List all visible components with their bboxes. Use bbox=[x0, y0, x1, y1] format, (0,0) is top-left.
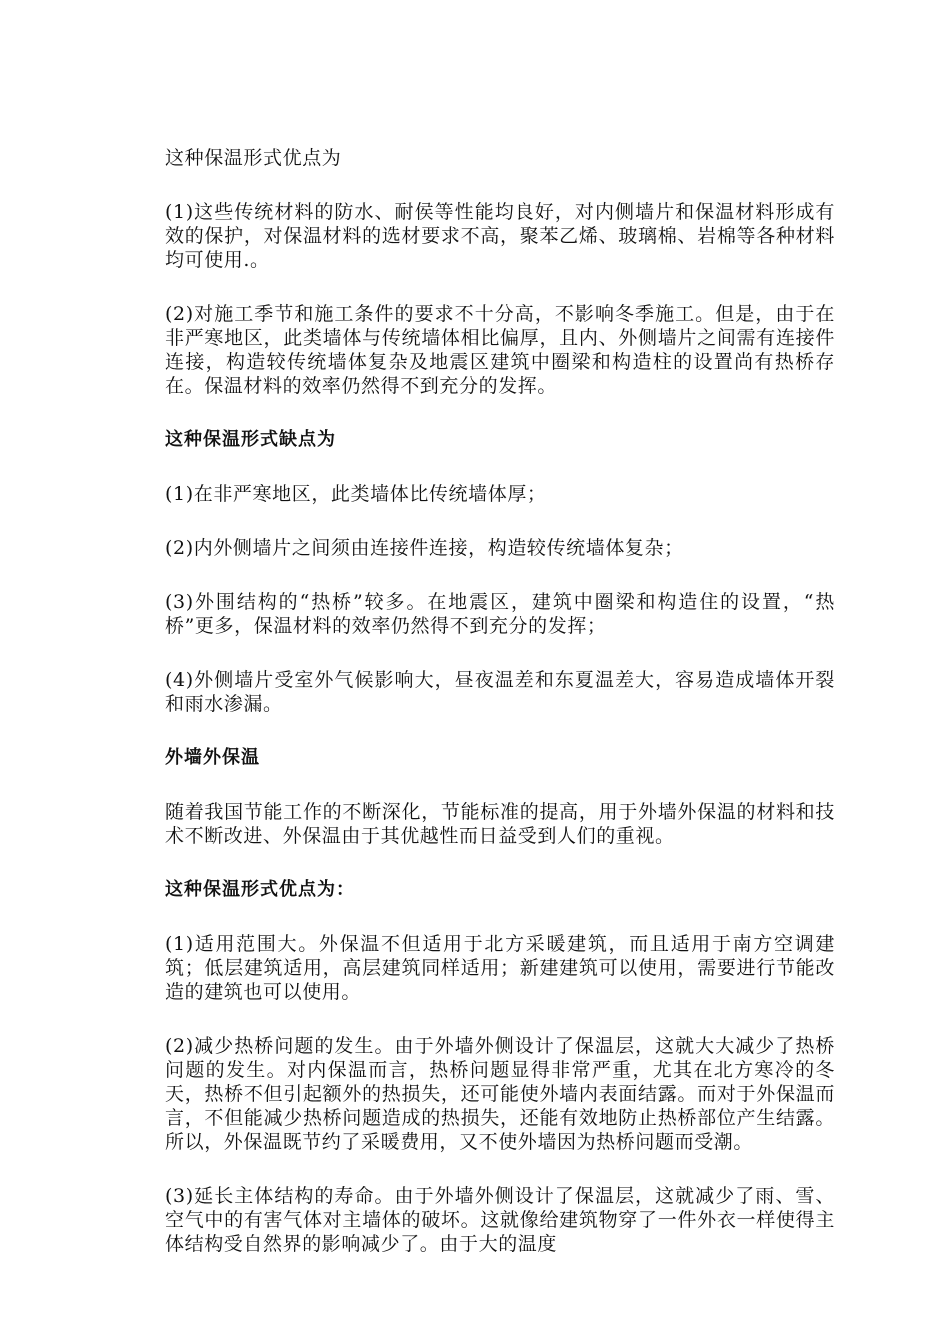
cons-item-4: (4)外侧墙片受室外气候影响大，昼夜温差和东夏温差大，容易造成墙体开裂和雨水渗漏。 bbox=[165, 669, 835, 715]
pros-1-item-1: (1)这些传统材料的防水、耐侯等性能均良好，对内侧墙片和保温材料形成有效的保护，对保温材料的选材要求不高，聚苯乙烯、玻璃棉、岩棉等各种材料均可使用.。 bbox=[165, 201, 835, 271]
exterior-heading: 外墙外保温 bbox=[165, 747, 260, 768]
pros-2-item-2: (2)减少热桥问题的发生。由于外墙外侧设计了保温层，这就大大减少了热桥问题的发生。对内保温而言，热桥问题显得非常严重，尤其在北方寒冷的冬天，热桥不但引起额外的热损失，还可能使外墙内表面结露。而对于外保温而言，不但能减少热桥问题造成的热损失，还能有效地防止热桥部位产生结露。所以，外保温既节约了采暖费用，又不使外墙因为热桥问题而受潮。 bbox=[165, 1035, 835, 1153]
cons-heading: 这种保温形式缺点为 bbox=[165, 429, 336, 450]
cons-item-3: (3)外围结构的“热桥”较多。在地震区，建筑中圈梁和构造住的设置，“热桥”更多，保温材料的效率仍然得不到充分的发挥； bbox=[165, 591, 835, 637]
cons-item-2: (2)内外侧墙片之间须由连接件连接，构造较传统墙体复杂； bbox=[165, 537, 684, 559]
pros-2-item-1: (1)适用范围大。外保温不但适用于北方采暖建筑，而且适用于南方空调建筑；低层建筑适用，高层建筑同样适用；新建建筑可以使用，需要进行节能改造的建筑也可以使用。 bbox=[165, 933, 835, 1003]
pros-heading-2: 这种保温形式优点为： bbox=[165, 879, 355, 900]
document-page bbox=[165, 146, 835, 1286]
pros-1-item-2: (2)对施工季节和施工条件的要求不十分高，不影响冬季施工。但是，由于在非严寒地区，此类墙体与传统墙体相比偏厚，且内、外侧墙片之间需有连接件连接，构造较传统墙体复杂及地震区建筑中圈梁和构造柱的设置尚有热桥存在。保温材料的效率仍然得不到充分的发挥。 bbox=[165, 303, 835, 397]
exterior-intro: 随着我国节能工作的不断深化，节能标准的提高，用于外墙外保温的材料和技术不断改进、外保温由于其优越性而日益受到人们的重视。 bbox=[165, 801, 835, 847]
intro-heading: 这种保温形式优点为 bbox=[165, 147, 342, 169]
pros-2-item-3: (3)延长主体结构的寿命。由于外墙外侧设计了保温层，这就减少了雨、雪、空气中的有害气体对主墙体的破坏。这就像给建筑物穿了一件外衣一样使得主体结构受自然界的影响减少了。由于大的温度 bbox=[165, 1185, 835, 1255]
cons-item-1: (1)在非严寒地区，此类墙体比传统墙体厚； bbox=[165, 483, 547, 505]
